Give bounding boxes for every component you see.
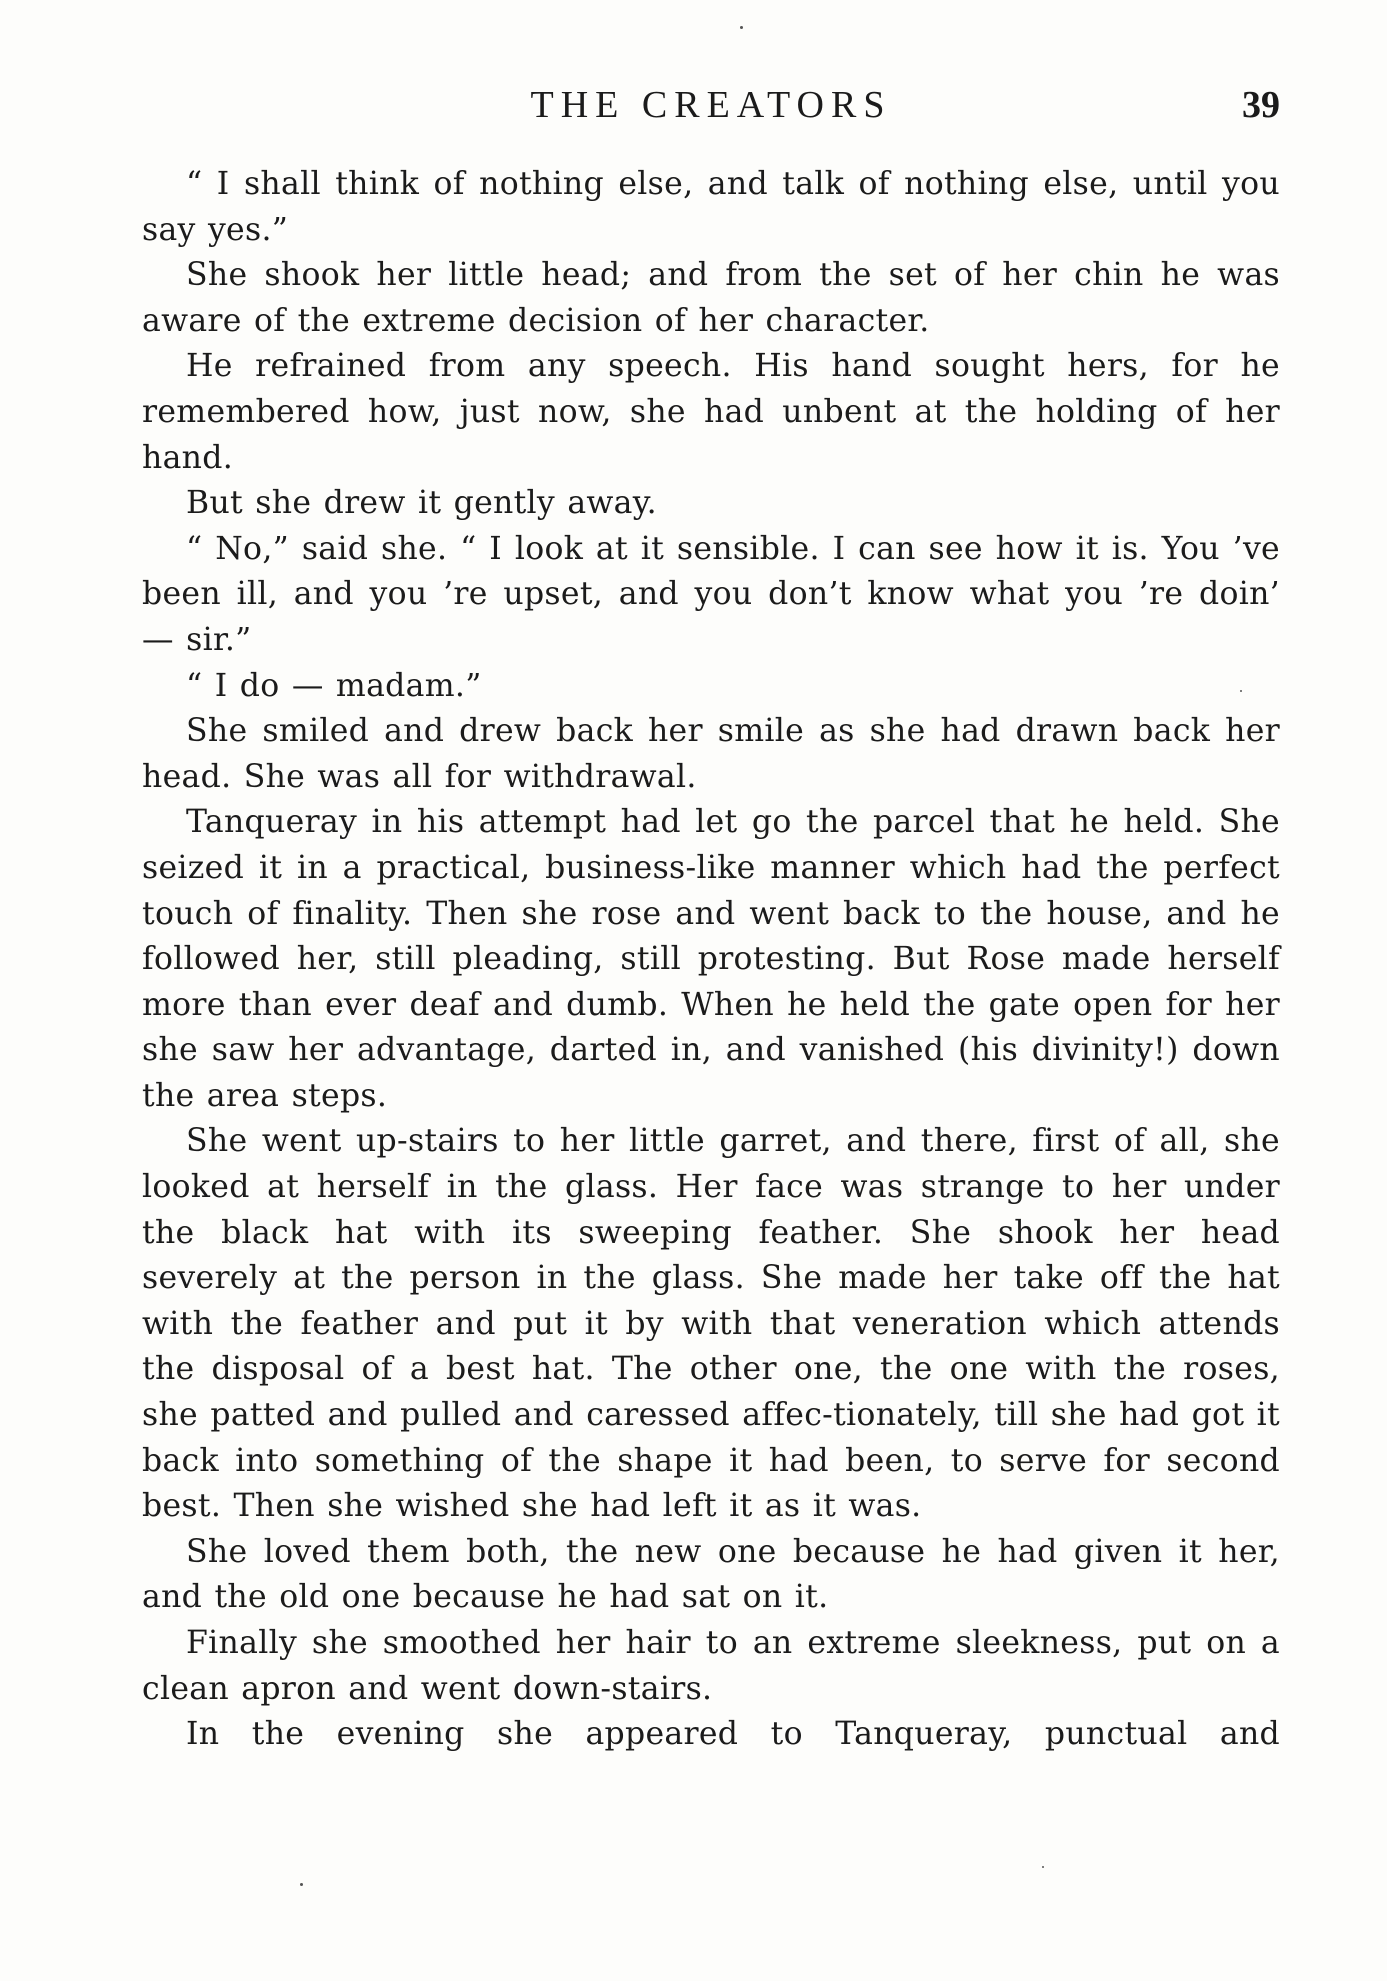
paragraph: She shook her little head; and from the set of her chin he was aware of the extreme decision of her character. xyxy=(142,257,1280,339)
paragraph: But she drew it gently away. xyxy=(186,485,657,522)
paper-speck xyxy=(740,26,743,29)
page-number: 39 xyxy=(1242,84,1280,126)
paper-speck xyxy=(300,1883,303,1886)
running-head xyxy=(142,83,1280,133)
paragraph: She smiled and drew back her smile as she had drawn back her head. She was all for withdrawal. xyxy=(142,713,1280,795)
paragraph: He refrained from any speech. His hand sought hers, for he remembered how, just now, she had unbent at the holding of her hand. xyxy=(142,348,1280,476)
paragraph-continued: In the evening she appeared to Tanqueray, punctual and xyxy=(186,1716,1280,1753)
paragraph: She loved them both, the new one because he had given it her, and the old one because he had sat on it. xyxy=(142,1533,1280,1616)
paragraph: “ No,” said she. “ I look at it sensible. I can see how it is. You ’ve been ill, and you ’re upset, and you don’t know what you ’re doin’ — sir.” xyxy=(142,530,1280,658)
body-text xyxy=(142,162,1280,1758)
paper-speck xyxy=(1042,1866,1044,1868)
paper-speck xyxy=(1240,690,1242,692)
paragraph: Finally she smoothed her hair to an extreme sleekness, put on a clean apron and went down-stairs. xyxy=(142,1625,1280,1707)
paragraph: She went up-stairs to her little garret, and there, first of all, she looked at herself in the glass. Her face was strange to her under the black hat with its sweeping feather. She shook her head severely at the person in the glass. She made her take off the hat with the feather and put it by with that veneration which attends the disposal of a best hat. The other one, the one with the roses, she patted and pulled and caressed affec-tionately, till she had got it back into something of the shape it had been, to serve for second best. Then she wished she had left it as it was. xyxy=(142,1123,1280,1525)
paragraph: “ I do — madam.” xyxy=(186,667,482,704)
paragraph: “ I shall think of nothing else, and talk of nothing else, until you say yes.” xyxy=(142,166,1280,248)
paragraph: Tanqueray in his attempt had let go the parcel that he held. She seized it in a practical, business-like manner which had the perfect touch of finality. Then she rose and went back to the house, and he followed her, still pleading, still protesting. But Rose made herself more than ever deaf and dumb. When he held the gate open for her she saw her advantage, darted in, and vanished (his divinity!) down the area steps. xyxy=(142,804,1280,1114)
running-title: THE CREATORS xyxy=(530,84,892,126)
